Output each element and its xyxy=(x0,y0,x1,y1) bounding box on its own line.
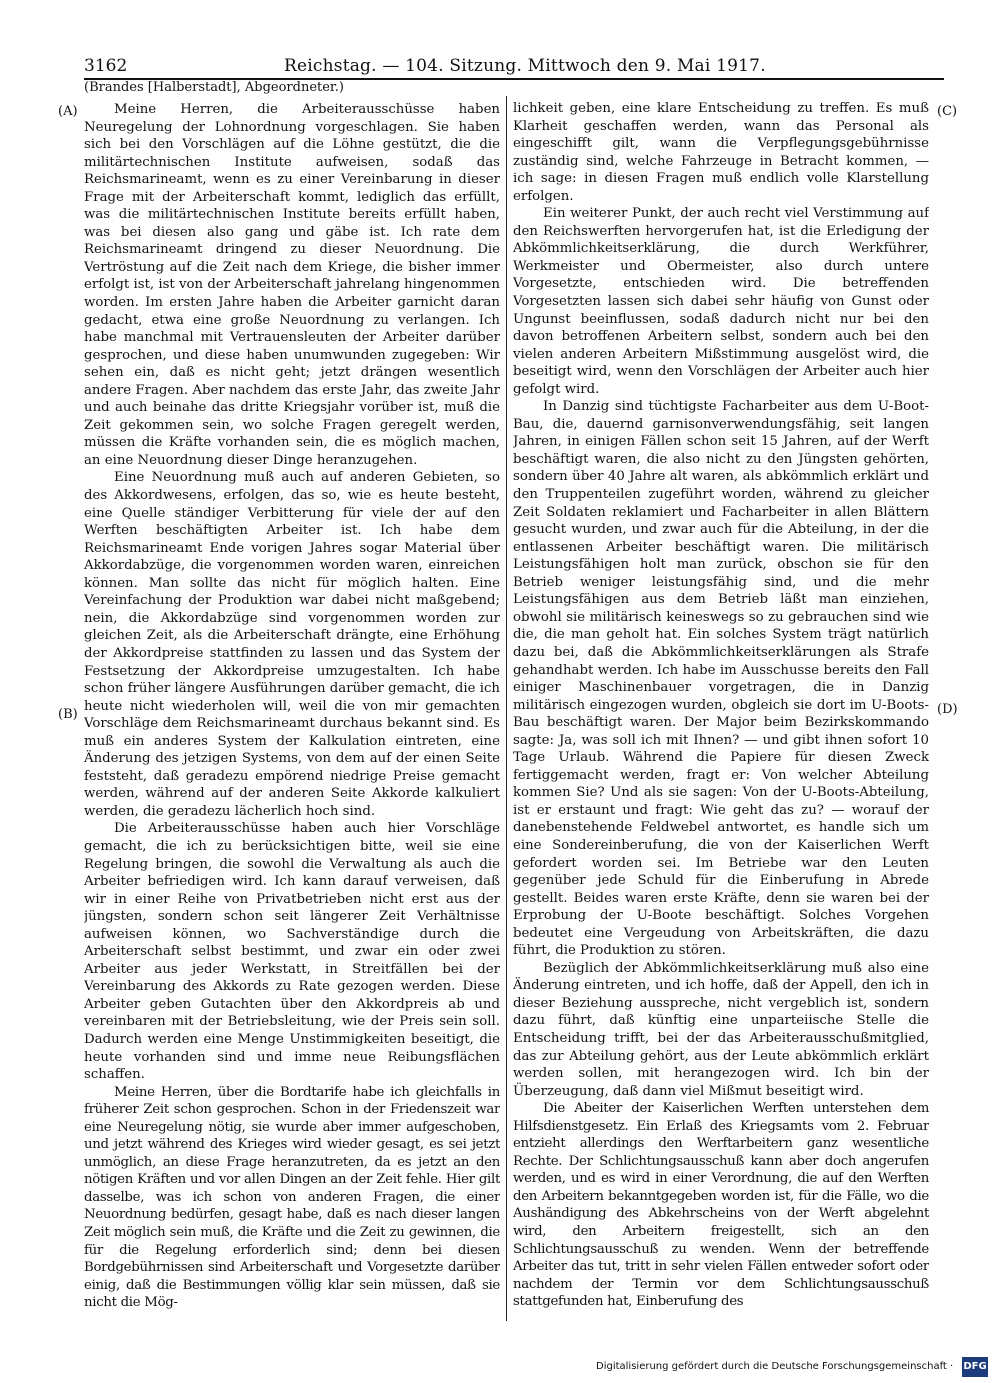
dfg-logo: DFG xyxy=(962,1357,988,1377)
margin-marker-b: (B) xyxy=(58,707,78,722)
footer-credit: Digitalisierung gefördert durch die Deutsche Forschungsgemeinschaft · xyxy=(596,1361,954,1372)
column-divider xyxy=(506,96,507,1321)
margin-marker-a: (A) xyxy=(58,104,78,119)
page-number: 3162 xyxy=(84,56,128,76)
paragraph: Bezüglich der Abkömmlichkeitserklärung muß also eine Änderung eintreten, und ich hoffe, daß der Appell, den ich in dieser Beziehung ausspreche, nicht vergeblich ist, sondern dazu führt, daß künftig eine unparteiische Stelle die Entscheidung trifft, bei der das Arbeiterausschußmitglied, das zur Abteilung gehört, aus der Leute abkömmlich erklärt werden sollen, mit herangezogen wird. Ich bin der Überzeugung, daß dann viel Mißmut beseitigt wird. xyxy=(513,960,929,1099)
paragraph: Die Abeiter der Kaiserlichen Werften unterstehen dem Hilfsdienstgesetz. Ein Erlaß des Kriegsamts vom 2. Februar entzieht allerdings den Werftarbeitern ganz wesentliche Rechte. Der Schlichtungsausschuß kann aber doch angerufen werden, und es wird in einer Verordnung, die auf den Werften den Arbeitern bekanntgegeben worden ist, für die Fälle, wo die Aushändigung des Abkehrscheins von der Werft abgelehnt wird, den Arbeitern freigestellt, sich an den Schlichtungsausschuß zu wenden. Wenn der betreffende Arbeiter das tut, tritt in sehr vielen Fällen entweder sofort oder nachdem der Termin vor dem Schlichtungsausschuß stattgefunden hat, Einberufung des xyxy=(513,1101,929,1310)
margin-marker-d: (D) xyxy=(937,702,958,717)
page-header xyxy=(84,52,944,78)
paragraph: In Danzig sind tüchtigste Facharbeiter aus dem U-Boot-Bau, die, dauernd garnisonverwendungsfähig, seit langen Jahren, in einigen Fällen schon seit 15 Jahren, auf der Werft beschäftigt waren, die also nicht zu den Jüngsten gehörten, sondern über 40 Jahre alt waren, als abkömmlich erklärt und den Truppenteilen zugeführt worden, während zu gleicher Zeit Soldaten reklamiert und Facharbeiter in allen Blättern gesucht wurden, und zwar auch für die Abteilung, in der die entlassenen Arbeiter beschäftigt waren. Die militärisch Leistungsfähigen holt man zurück, obschon sie für den Betrieb weniger leistungsfähig sind, und die mehr Leistungsfähigen aus dem Betrieb läßt man einziehen, obwohl sie militärisch keineswegs so zu gebrauchen sind wie die, die man geholt hat. Ein solches System trägt natürlich dazu bei, daß die Abkömmlichkeitserklärungen als Strafe gehandhabt werden. Ich habe im Ausschusse bereits den Fall einiger Maschinenbauer vorgetragen, die in Danzig militärisch eingezogen wurden, obgleich sie dort im U-Boots-Bau beschäftigt waren. Der Major beim Bezirkskommando sagte: Ja, was soll ich mit Ihnen? — und gibt ihnen sofort 10 Tage Urlaub. Während die Papiere für diesen Zweck fertiggemacht werden, fragt er: Von welcher Abteilung kommen Sie? Und als sie sagen: Von der U-Boots-Abteilung, ist er erstaunt und fragt: Wie geht das zu? — worauf der danebenstehende Feldwebel antwortet, es handle sich um eine Sondereinberufung, die von der Kaiserlichen Werft gefordert worden sei. Im Betriebe war den Leuten gegenüber jede Schuld für die Einberufung in Abrede gestellt. Beides waren erste Kräfte, denn sie waren bei der Erprobung der U-Boote beschäftigt. Solches Vorgehen bedeutet eine Vergeudung von Arbeitskräften, die dazu führt, die Produktion zu stören. xyxy=(513,399,929,959)
right-column xyxy=(513,100,929,1325)
margin-marker-c: (C) xyxy=(937,104,958,119)
running-title: Reichstag. — 104. Sitzung. Mittwoch den 9. Mai 1917. xyxy=(284,56,766,76)
speaker-attribution: (Brandes [Halberstadt], Abgeordneter.) xyxy=(84,80,344,95)
paragraph: Meine Herren, die Arbeiterausschüsse haben Neuregelung der Lohnordnung vorgeschlagen. Sie haben sich bei den Vorschlägen auf die Löhne gestützt, die die militärtechnischen Institute aufweisen, sodaß das Reichsmarineamt, wenn es zu einer Vereinbarung in dieser Frage mit der Arbeiterschaft kommt, lediglich das erfüllt, was die militärtechnischen Institute bereits erfüllt haben, was bei diesen also gang und gäbe ist. Ich rate dem Reichsmarineamt dringend zu dieser Neuordnung. Die Vertröstung auf die Zeit nach dem Kriege, die bisher immer erfolgt ist, ist von der Arbeiterschaft jahrelang hingenommen worden. Im ersten Jahre haben die Arbeiter garnicht daran gedacht, etwa eine große Neuordnung zu verlangen. Ich habe manchmal mit Vertrauensleuten der Arbeiter darüber gesprochen, und diese haben unumwunden zugegeben: Wir sehen ein, daß es nicht geht; jetzt drängen wesentlich andere Fragen. Aber nachdem das erste Jahr, das zweite Jahr und auch beinahe das dritte Kriegsjahr vorüber ist, muß die Zeit gekommen sein, wo solche Fragen geregelt werden, müssen die Kräfte vorhanden sein, die es möglich machen, an eine Neuordnung dieser Dinge heranzugehen. xyxy=(84,102,500,468)
left-column xyxy=(84,101,500,1326)
paragraph: Die Arbeiterausschüsse haben auch hier Vorschläge gemacht, die ich zu berücksichtigen bitte, weil sie eine Regelung bringen, die sowohl die Verwaltung als auch die Arbeiter befriedigen wird. Ich kann darauf verweisen, daß wir in einer Reihe von Privatbetrieben nicht erst aus der jüngsten, sondern schon seit längerer Zeit Verhältnisse aufweisen können, wo Sachverständige durch die Arbeiterschaft selbst bestimmt, und zwar ein oder zwei Arbeiter aus jeder Werkstatt, in Streitfällen bei der Vereinbarung des Akkords zu Rate gezogen werden. Diese Arbeiter geben Gutachten über den Akkordpreis ab und vereinbaren mit der Betriebsleitung, wie der Preis sein soll. Dadurch werden eine Menge Unstimmigkeiten beseitigt, die heute vorhanden sind und imme neue Reibungsflächen schaffen. xyxy=(84,821,500,1083)
digitization-footer xyxy=(596,1357,986,1377)
paragraph: Meine Herren, über die Bordtarife habe ich gleichfalls in früherer Zeit schon gesprochen. Schon in der Friedenszeit war eine Neuregelung nötig, sie wurde aber immer aufgeschoben, und jetzt während des Krieges wird wieder gesagt, es sei jetzt unmöglich, an diese Frage heranzutreten, da es jetzt an den nötigen Kräften und vor allen Dingen an der Zeit fehle. Hier gilt dasselbe, was ich schon von anderen Fragen, die einer Neuordnung bedürfen, gesagt habe, daß es nach dieser langen Zeit möglich sein muß, die Kräfte und die Zeit zu gewinnen, die für die Regelung erforderlich sind; denn bei diesen Bordgebührnissen sind Arbeiterschaft und Vorgesetzte darüber einig, daß die Bestimmungen völlig klar sein müssen, daß sie nicht die Mög- xyxy=(84,1084,500,1311)
paragraph: lichkeit geben, eine klare Entscheidung zu treffen. Es muß Klarheit geschaffen werden, wann das Personal als eingeschifft gilt, wann die Verpflegungsgebührnisse zuständig sind, welche Fahrzeuge in Betracht kommen, — ich sage: in diesen Fragen muß endlich volle Klarstellung erfolgen. xyxy=(513,101,929,204)
paragraph: Eine Neuordnung muß auch auf anderen Gebieten, so des Akkordwesens, erfolgen, das so, wie es heute besteht, eine Quelle ständiger Verbitterung für viele der auf den Werften beschäftigten Arbeiter ist. Ich habe dem Reichsmarineamt Ende vorigen Jahres sogar Material über Akkordabzüge, die vorgenommen worden waren, einreichen können. Man sollte das nicht für möglich halten. Eine Vereinfachung der Produktion war dabei nicht maßgebend; nein, die Akkordabzüge sind vorgenommen worden zur gleichen Zeit, als die Arbeiterschaft drängte, eine Erhöhung der Akkordpreise stattfinden zu lassen und das System der Festsetzung der Akkordpreise umzugestalten. Ich habe schon früher längere Ausführungen darüber gemacht, die ich heute nicht wiederholen will, weil die von mir gemachten Vorschläge dem Reichsmarineamt durchaus bekannt sind. Es muß ein anderes System der Kalkulation eintreten, eine Änderung des jetzigen Systems, von dem auf der einen Seite feststeht, daß geradezu empörend niedrige Preise gemacht werden, während auf der anderen Seite Akkorde kalkuliert werden, die geradezu lächerlich hoch sind. xyxy=(84,470,500,819)
paragraph: Ein weiterer Punkt, der auch recht viel Verstimmung auf den Reichswerften hervorgerufen hat, ist die Erledigung der Abkömmlichkeitserklärung, die durch Werkführer, Werkmeister und Obermeister, also durch untere Vorgesetzte, entschieden wird. Die betreffenden Vorgesetzten lassen sich dabei sehr häufig von Gunst oder Ungunst beeinflussen, sodaß dadurch nicht nur bei den davon betroffenen Arbeitern selbst, sondern auch bei den vielen anderen Arbeitern Mißstimmung ausgelöst wird, die beseitigt wird, wenn den Vorschlägen der Arbeiter auch hier gefolgt wird. xyxy=(513,206,929,397)
